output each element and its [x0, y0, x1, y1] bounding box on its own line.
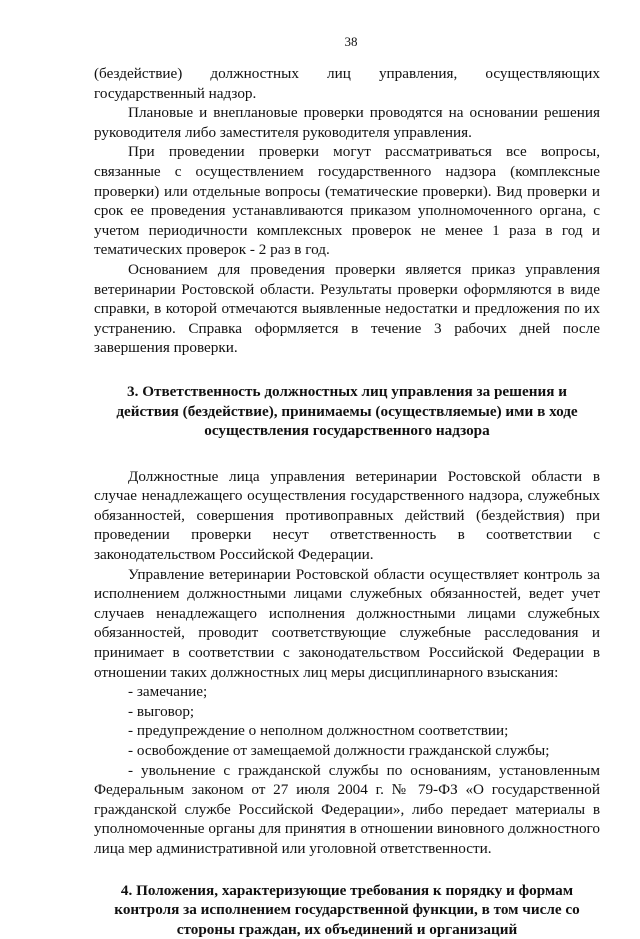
- section-3-paragraph-2: Управление ветеринарии Ростовской области осуществляет контроль за исполнением должностными лицами служебных обязанностей, ведет учет случаев ненадлежащего исполнения должностными лицами служебных обязанностей, проводит соответствующие служебные расследования и принимает в соответствии с законодательством Российской Федерации в отношении таких должностных лиц меры дисциплинарного взыскания:: [94, 565, 600, 681]
- list-item: - увольнение с гражданской службы по основаниям, установленным Федеральным законом от 27 июля 2004 г. № 79-ФЗ «О государственной гражданской службе Российской Федерации», либо передает материалы в уполномоченные органы для принятия в отношении виновного должностного лица мер административной или уголовной ответственности.: [94, 761, 600, 857]
- list-item: - освобождение от замещаемой должности гражданской службы;: [128, 742, 550, 759]
- paragraph-inspections-basis: Плановые и внеплановые проверки проводятся на основании решения руководителя либо заместителя руководителя управления.: [94, 104, 600, 141]
- section-4-heading: 4. Положения, характеризующие требования к порядку и формам контроля за исполнением государственной функции, в том числе со стороны граждан, их объединений и организаций: [114, 881, 580, 938]
- list-item: - предупреждение о неполном должностном соответствии;: [128, 722, 509, 740]
- disciplinary-measures-list: [94, 682, 600, 858]
- paragraph-inspection-scope: При проведении проверки могут рассматриваться все вопросы, связанные с осуществлением государственного надзора (комплексные проверки) или отдельные вопросы (тематические проверки). Вид проверки и срок ее проведения устанавливаются приказом уполномоченного органа, с учетом периодичности комплексных проверок не менее 1 раза в год и тематических проверок - 2 раз в год.: [94, 143, 600, 259]
- page-number: 38: [344, 34, 358, 49]
- list-item: - выговор;: [128, 702, 195, 720]
- list-item: - замечание;: [128, 683, 208, 701]
- section-3-paragraph-1: Должностные лица управления ветеринарии Ростовской области в случае ненадлежащего осуществления государственного надзора, служебных обязанностей, совершения противоправных действий (бездействия) при проведении проверки несут ответственность в соответствии с законодательством Российской Федерации.: [94, 467, 600, 564]
- paragraph-continuation: (бездействие) должностных лиц управления, осуществляющих государственный надзор.: [94, 65, 600, 102]
- paragraph-inspection-order: Основанием для проведения проверки является приказ управления ветеринарии Ростовской области. Результаты проверки оформляются в виде справки, в которой отмечаются выявленные недостатки и предложения по их устранению. Справка оформляется в течение 3 рабочих дней после завершения проверки.: [94, 260, 600, 357]
- section-3-heading: 3. Ответственность должностных лиц управления за решения и действия (бездействие), принимаемы (осуществляемые) ими в ходе осуществления государственного надзора: [116, 382, 578, 440]
